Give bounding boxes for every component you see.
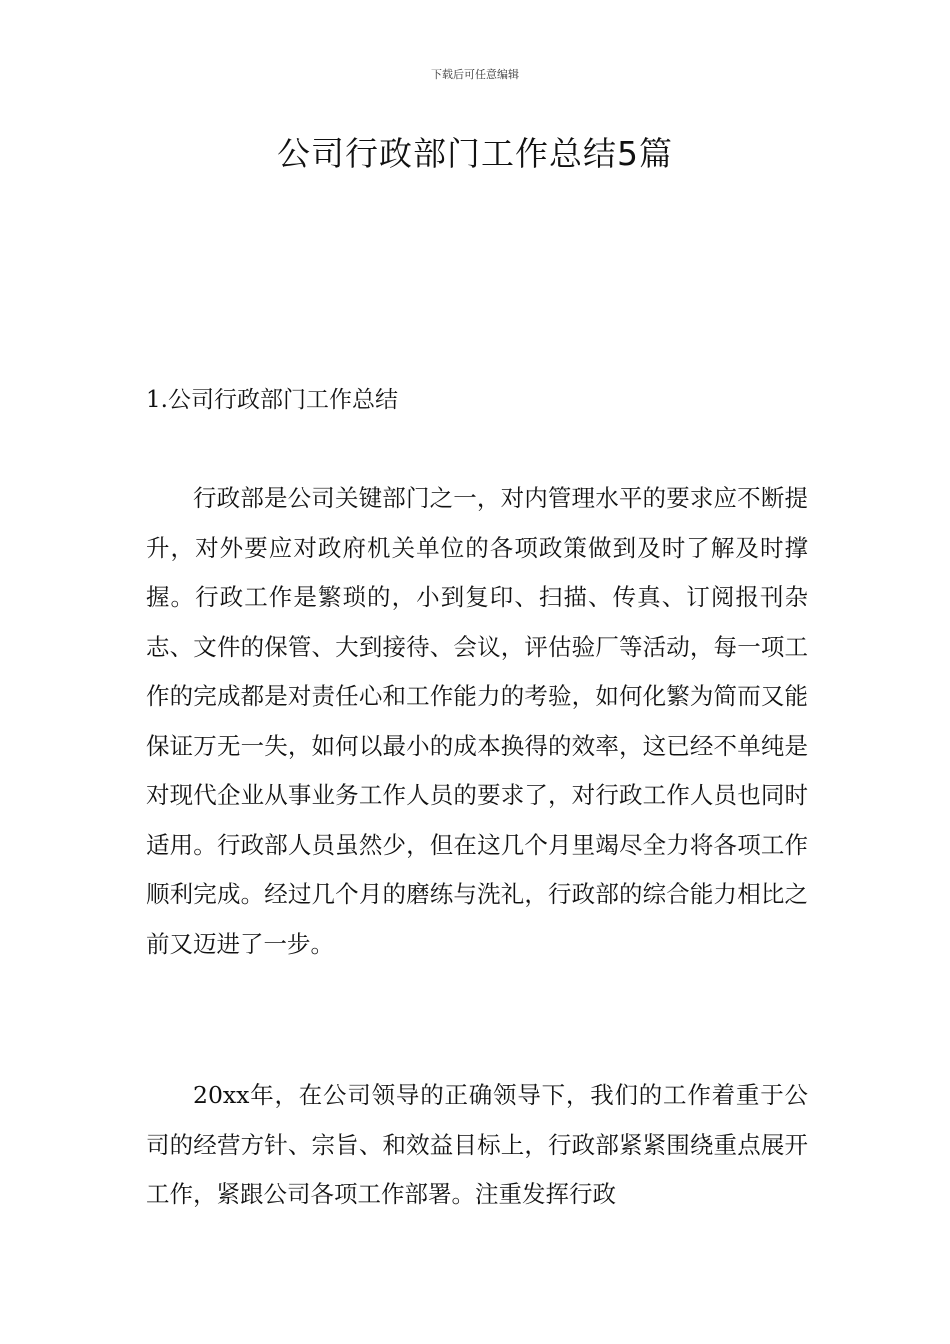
section-heading: 1.公司行政部门工作总结 [146,387,398,413]
body-paragraph-2: 20xx年，在公司领导的正确领导下，我们的工作着重于公司的经营方针、宗旨、和效益目标上，行政部紧紧围绕重点展开工作，紧跟公司各项工作部署。注重发挥行政 [146,1081,808,1208]
document-title: 公司行政部门工作总结5篇 [277,134,673,173]
page-header-note: 下载后可任意编辑 [431,68,519,81]
body-paragraph-1: 行政部是公司关键部门之一，对内管理水平的要求应不断提升，对外要应对政府机关单位的各项政策做到及时了解及时撑握。行政工作是繁琐的，小到复印、扫描、传真、订阅报刊杂志、文件的保管、大到接待、会议，评估验厂等活动，每一项工作的完成都是对责任心和工作能力的考验，如何化繁为简而又能保证万无一失，如何以最小的成本换得的效率，这已经不单纯是对现代企业从事业务工作人员的要求了，对行政工作人员也同时适用。行政部人员虽然少，但在这几个月里竭尽全力将各项工作顺利完成。经过几个月的磨练与洗礼，行政部的综合能力相比之前又迈进了一步。 [146,484,808,958]
